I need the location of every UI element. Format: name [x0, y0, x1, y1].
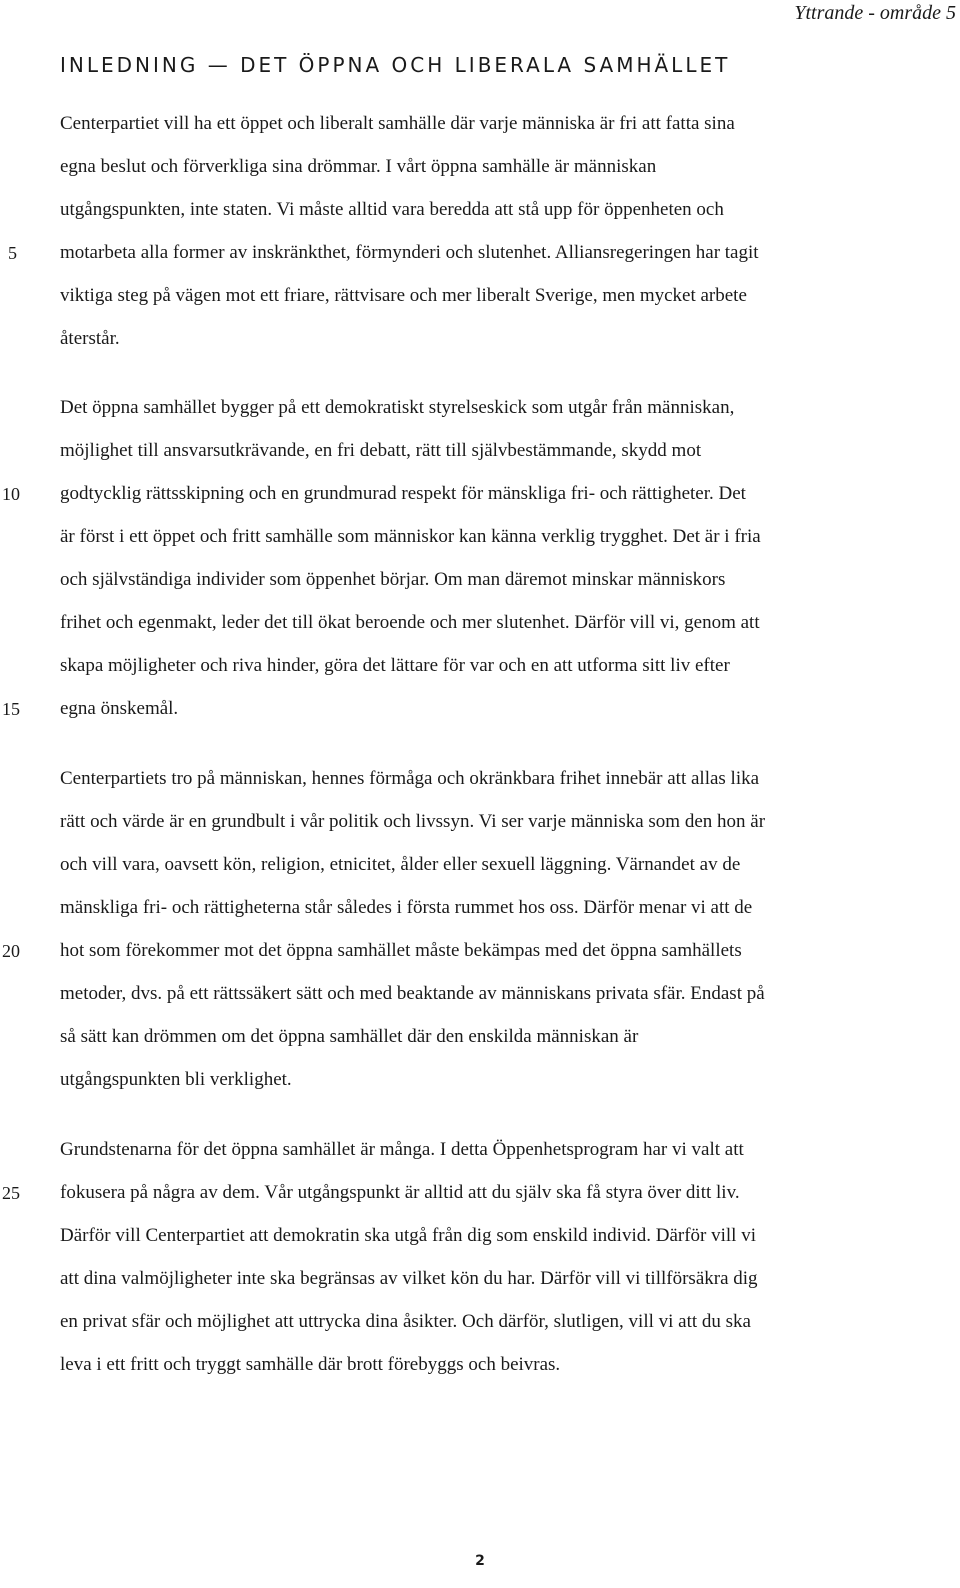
text-line: motarbeta alla former av inskränkthet, förmynderi och slutenhet. Alliansregeringen har tagit: [60, 242, 759, 263]
text-line: så sätt kan drömmen om det öppna samhället där den enskilda människan är: [60, 1026, 639, 1047]
text-line: mänskliga fri- och rättigheterna står således i första rummet hos oss. Därför menar vi att de: [60, 897, 753, 918]
text-line: egna önskemål.: [60, 698, 179, 719]
text-line: metoder, dvs. på ett rättssäkert sätt och med beaktande av människans privata sfär. Endast på: [60, 983, 765, 1004]
page-number: 2: [475, 1553, 485, 1569]
line-number: 15: [2, 699, 20, 719]
text-line: Centerpartiets tro på människan, hennes förmåga och okränkbara frihet innebär att allas lika: [60, 768, 760, 789]
text-line: att dina valmöjligheter inte ska begränsas av vilket kön du har. Därför vill vi tillförsäkra dig: [60, 1268, 758, 1289]
text-line: skapa möjligheter och riva hinder, göra det lättare för var och en att utforma sitt liv efter: [60, 655, 730, 676]
text-line: leva i ett fritt och tryggt samhälle där brott förebyggs och beivras.: [60, 1354, 561, 1375]
text-line: Grundstenarna för det öppna samhället är många. I detta Öppenhetsprogram har vi valt att: [60, 1139, 744, 1160]
line-number: 5: [8, 243, 17, 263]
text-line: Därför vill Centerpartiet att demokratin ska utgå från dig som enskild individ. Därför vill vi: [60, 1225, 756, 1246]
line-number: 25: [2, 1183, 20, 1203]
text-line: utgångspunkten bli verklighet.: [60, 1069, 292, 1090]
text-line: är först i ett öppet och fritt samhälle som människor kan känna verklig trygghet. Det är i fria: [60, 526, 761, 547]
text-line: och självständiga individer som öppenhet börjar. Om man däremot minskar människors: [60, 569, 726, 590]
text-line: Centerpartiet vill ha ett öppet och liberalt samhälle där varje människa är fri att fatta sina: [60, 113, 735, 134]
text-line: rätt och värde är en grundbult i vår politik och livssyn. Vi ser varje människa som den hon är: [60, 811, 766, 832]
text-line: en privat sfär och möjlighet att uttrycka dina åsikter. Och därför, slutligen, vill vi att du ska: [60, 1311, 751, 1332]
text-line: godtycklig rättsskipning och en grundmurad respekt för mänskliga fri- och rättigheter. Det: [60, 483, 746, 504]
text-line: hot som förekommer mot det öppna samhället måste bekämpas med det öppna samhällets: [60, 940, 742, 961]
text-line: egna beslut och förverkliga sina drömmar. I vårt öppna samhälle är människan: [60, 156, 657, 177]
text-line: och vill vara, oavsett kön, religion, etnicitet, ålder eller sexuell läggning. Värnandet av de: [60, 854, 741, 875]
text-line: viktiga steg på vägen mot ett friare, rättvisare och mer liberalt Sverige, men mycket arbete: [60, 285, 747, 306]
line-number: 20: [2, 941, 20, 961]
text-line: återstår.: [60, 328, 120, 349]
text-line: frihet och egenmakt, leder det till ökat beroende och mer slutenhet. Därför vill vi, genom att: [60, 612, 760, 633]
text-line: Det öppna samhället bygger på ett demokratiskt styrelseskick som utgår från människan,: [60, 397, 735, 418]
section-heading: INLEDNING — DET ÖPPNA OCH LIBERALA SAMHÄLLET: [60, 53, 731, 77]
text-line: möjlighet till ansvarsutkrävande, en fri debatt, rätt till självbestämmande, skydd mot: [60, 440, 702, 461]
text-line: fokusera på några av dem. Vår utgångspunkt är alltid att du själv ska få styra över ditt liv.: [60, 1182, 740, 1203]
line-number: 10: [2, 484, 20, 504]
text-line: utgångspunkten, inte staten. Vi måste alltid vara beredda att stå upp för öppenheten och: [60, 199, 724, 220]
running-header: Yttrande - område 5: [794, 2, 956, 24]
